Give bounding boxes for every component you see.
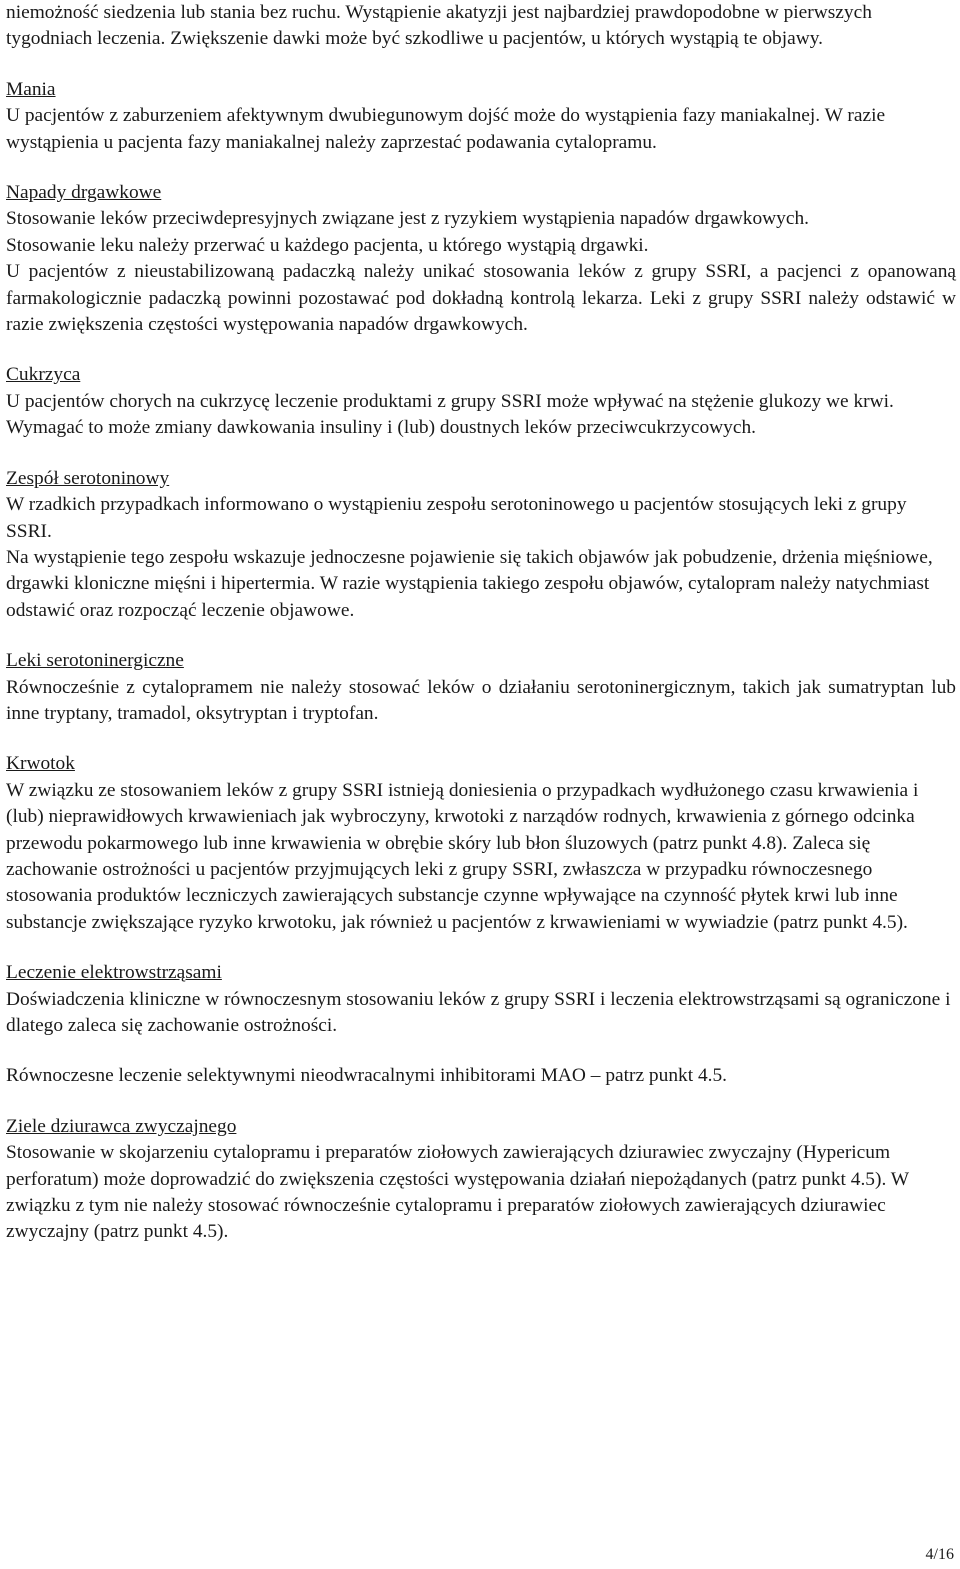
section-inhibitory-mao xyxy=(6,1063,956,1089)
section-heading: Napady drgawkowe xyxy=(6,182,162,204)
page-number: 4/16 xyxy=(925,1546,954,1563)
section-paragraph: Stosowanie w skojarzeniu cytalopramu i preparatów ziołowych zawierających dziurawiec zwyczajny (Hypericum perforatum) może doprowadzić do zwiększenia częstości występowania działań niepożądanych (patrz punkt 4.5). W związku z tym nie należy stosować równocześnie cytalopramu i preparatów ziołowych zawierających dziurawiec zwyczajny (patrz punkt 4.5). xyxy=(6,1142,909,1243)
section-cukrzyca xyxy=(6,362,956,441)
section-paragraph: Doświadczenia kliniczne w równoczesnym stosowaniu leków z grupy SSRI i leczenia elektrowstrząsami są ograniczone i dlatego zaleca się zachowanie ostrożności. xyxy=(6,988,951,1036)
section-paragraph: W rzadkich przypadkach informowano o wystąpieniu zespołu serotoninowego u pacjentów stosujących leki z grupy SSRI. xyxy=(6,494,907,542)
section-paragraph: U pacjentów z zaburzeniem afektywnym dwubiegunowym dojść może do wystąpienia fazy maniakalnej. W razie wystąpienia u pacjenta fazy maniakalnej należy zaprzestać podawania cytalopramu. xyxy=(6,105,886,153)
section-heading: Ziele dziurawca zwyczajnego xyxy=(6,1115,237,1137)
section-paragraph: W związku ze stosowaniem leków z grupy SSRI istnieją doniesienia o przypadkach wydłużonego czasu krwawienia i (lub) nieprawidłowych krwawieniach jak wybroczyny, krwotoki z narządów rodnych, krwawienia z górnego odcinka przewodu pokarmowego lub inne krwawienia w obrębie skóry lub błon śluzowych (patrz punkt 4.8). Zaleca się zachowanie ostrożności u pacjentów przyjmujących leki z grupy SSRI, zwłaszcza w przypadku równoczesnego stosowania produktów leczniczych zawierających substancje czynne wpływające na czynność płytek krwi lub inne substancje zwiększające ryzyko krwotoku, jak również u pacjentów z krwawieniami w wywiadzie (patrz punkt 4.5). xyxy=(6,779,919,933)
section-paragraph: Na wystąpienie tego zespołu wskazuje jednoczesne pojawienie się takich objawów jak pobudzenie, drżenia mięśniowe, drgawki kloniczne mięśni i hipertermia. W razie wystąpienia takiego zespołu objawów, cytalopram należy natychmiast odstawić oraz rozpocząć leczenie objawowe. xyxy=(6,546,933,621)
section-heading: Cukrzyca xyxy=(6,364,81,386)
section-mania xyxy=(6,77,956,156)
section-paragraph: Stosowanie leków przeciwdepresyjnych związane jest z ryzykiem wystąpienia napadów drgawkowych. xyxy=(6,208,810,230)
section-leki-serotoninergiczne xyxy=(6,648,956,727)
section-krwotok xyxy=(6,751,956,936)
section-paragraph: Stosowanie leku należy przerwać u każdego pacjenta, u którego wystąpią drgawki. xyxy=(6,234,649,256)
section-paragraph: U pacjentów chorych na cukrzycę leczenie produktami z grupy SSRI może wpływać na stężenie glukozy we krwi. Wymagać to może zmiany dawkowania insuliny i (lub) doustnych leków przeciwcukrzycowych. xyxy=(6,390,894,439)
section-leczenie-elektrowstrzasami xyxy=(6,960,956,1039)
section-napady-drgawkowe xyxy=(6,180,956,338)
section-paragraph: U pacjentów z nieustabilizowaną padaczką należy unikać stosowania leków z grupy SSRI, a pacjenci z opanowaną farmakologicznie padaczką powinni pozostawać pod dokładną kontrolą lekarza. Leki z grupy SSRI należy odstawić w razie zwiększenia częstości występowania napadów drgawkowych. xyxy=(6,261,956,336)
section-heading: Krwotok xyxy=(6,753,75,775)
section-paragraph: Równocześnie z cytalopramem nie należy stosować leków o działaniu serotoninergicznym, takich jak sumatryptan lub inne tryptany, tramadol, oksytryptan i tryptofan. xyxy=(6,676,956,724)
section-ziele-dziurawca xyxy=(6,1114,956,1246)
document-page xyxy=(6,0,956,1246)
section-heading: Leki serotoninergiczne xyxy=(6,650,184,672)
section-heading: Mania xyxy=(6,78,56,100)
section-heading: Leczenie elektrowstrząsami xyxy=(6,962,222,984)
section-paragraph: Równoczesne leczenie selektywnymi nieodwracalnymi inhibitorami MAO – patrz punkt 4.5. xyxy=(6,1065,728,1087)
section-zespol-serotoninowy xyxy=(6,466,956,624)
section-heading: Zespół serotoninowy xyxy=(6,467,170,489)
intro-paragraph: niemożność siedzenia lub stania bez ruchu. Wystąpienie akatyzji jest najbardziej prawdopodobne w pierwszych tygodniach leczenia. Zwiększenie dawki może być szkodliwe u pacjentów, u których wystąpią te objawy. xyxy=(6,2,872,50)
